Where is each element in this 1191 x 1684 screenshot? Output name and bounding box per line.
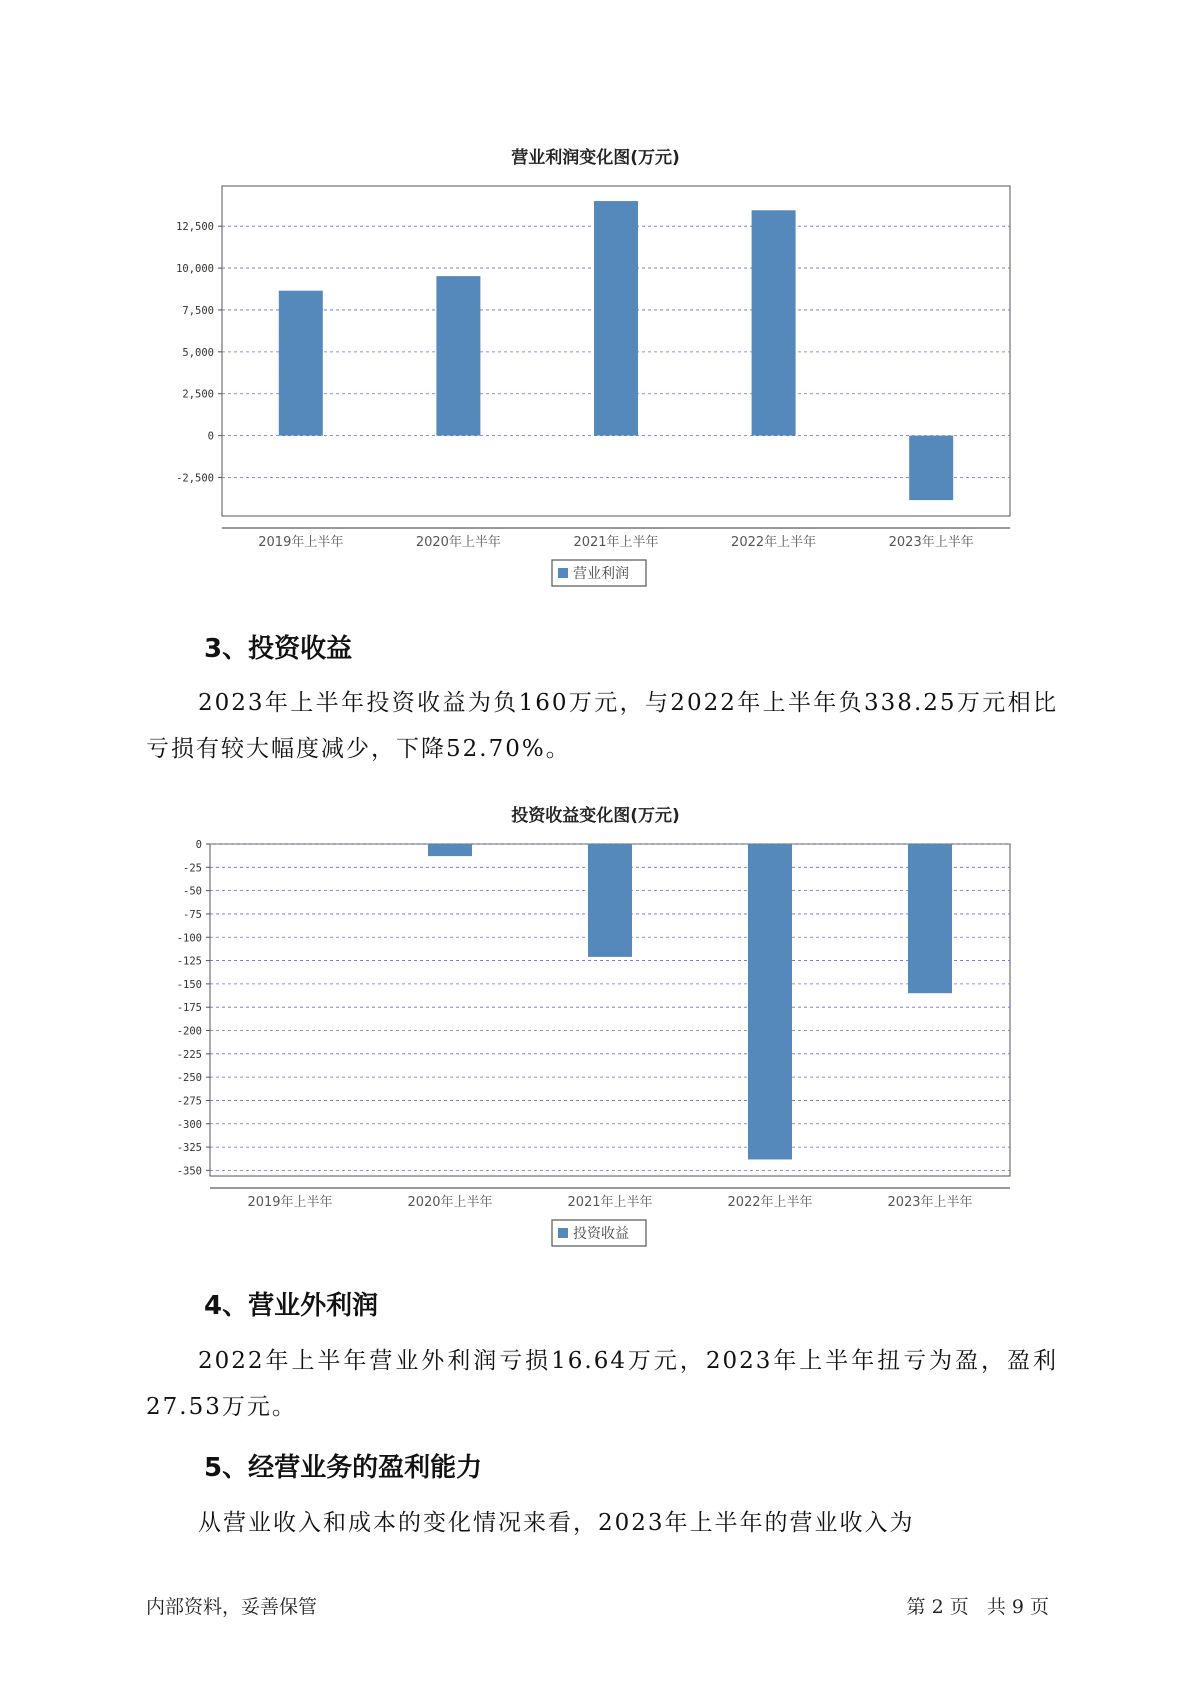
y-tick-label: 0 <box>207 430 214 443</box>
chart2-title: 投资收益变化图(万元) <box>511 806 680 826</box>
y-tick-label: 0 <box>195 839 202 851</box>
x-tick-label: 2023年上半年 <box>887 1195 973 1210</box>
x-tick-label: 2020年上半年 <box>415 535 501 550</box>
y-tick-label: 10,000 <box>176 263 214 276</box>
y-tick-label: -200 <box>176 1025 202 1038</box>
y-tick-label: -50 <box>183 885 202 898</box>
x-tick-label: 2019年上半年 <box>258 535 344 550</box>
legend <box>552 560 646 586</box>
y-tick-label: -325 <box>176 1142 202 1155</box>
section-5-heading: 5、经营业务的盈利能力 <box>204 1453 483 1483</box>
x-tick-label: 2021年上半年 <box>573 535 659 550</box>
y-tick-label: -125 <box>176 955 202 968</box>
bar <box>588 844 632 957</box>
y-tick-label: 5,000 <box>182 346 214 359</box>
y-tick-label: -275 <box>176 1095 202 1108</box>
y-tick-label: -300 <box>176 1118 202 1131</box>
x-tick-label: 2022年上半年 <box>731 535 817 550</box>
legend-label: 营业利润 <box>573 566 629 582</box>
footer-confidential-note: 内部资料，妥善保管 <box>146 1596 318 1618</box>
x-tick-label: 2022年上半年 <box>727 1195 813 1210</box>
bar <box>908 844 952 993</box>
section-4-heading: 4、营业外利润 <box>204 1291 379 1321</box>
bar <box>748 844 792 1159</box>
chart1-title: 营业利润变化图(万元) <box>511 148 680 168</box>
legend <box>552 1220 646 1246</box>
y-tick-label: -75 <box>183 908 202 921</box>
section-3-heading: 3、投资收益 <box>204 634 353 664</box>
section-3-paragraph: 2023年上半年投资收益为负160万元，与2022年上半年负338.25万元相比亏损有较大幅度减少，下降52.70%。 <box>146 690 1058 762</box>
legend-swatch <box>558 1228 568 1238</box>
y-tick-label: -175 <box>176 1002 202 1015</box>
y-tick-label: 12,500 <box>176 221 214 234</box>
y-tick-label: 2,500 <box>182 388 214 401</box>
y-tick-label: -225 <box>176 1048 202 1061</box>
y-tick-label: 7,500 <box>182 304 214 317</box>
footer-page-number: 第 2 页 共 9 页 <box>906 1596 1049 1618</box>
y-tick-label: -150 <box>176 978 202 991</box>
y-tick-label: -350 <box>176 1165 202 1178</box>
y-tick-label: -2,500 <box>176 472 214 485</box>
x-tick-label: 2021年上半年 <box>567 1195 653 1210</box>
y-tick-label: -100 <box>176 932 202 945</box>
legend-label: 投资收益 <box>573 1226 629 1242</box>
y-tick-label: -250 <box>176 1072 202 1085</box>
x-tick-label: 2019年上半年 <box>247 1195 333 1210</box>
x-tick-label: 2023年上半年 <box>888 535 974 550</box>
section-5-paragraph: 从营业收入和成本的变化情况来看，2023年上半年的营业收入为 <box>198 1510 915 1536</box>
section-4-paragraph: 2022年上半年营业外利润亏损16.64万元，2023年上半年扭亏为盈，盈利27.53万元。 <box>146 1348 1058 1420</box>
legend-swatch <box>558 568 568 578</box>
x-tick-label: 2020年上半年 <box>407 1195 493 1210</box>
y-tick-label: -25 <box>183 862 202 875</box>
bar <box>428 844 472 856</box>
